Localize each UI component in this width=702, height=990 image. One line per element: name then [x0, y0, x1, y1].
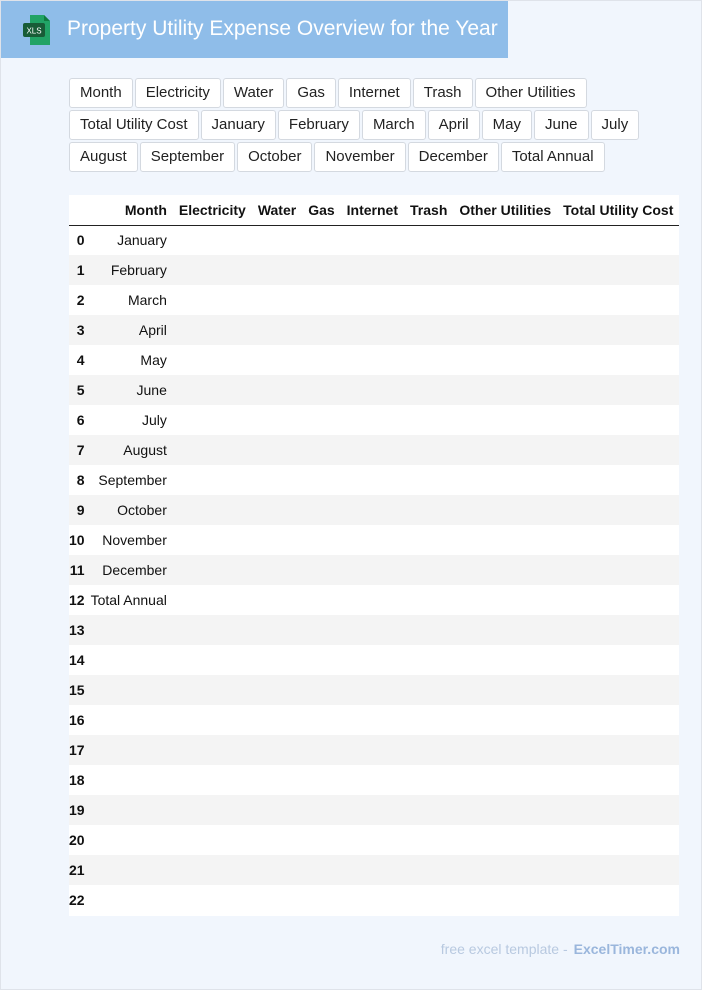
- data-cell: [173, 765, 252, 795]
- table-row: [69, 855, 679, 885]
- data-cell: [453, 405, 557, 435]
- table-row: [69, 435, 679, 465]
- table-header-row: [69, 195, 679, 225]
- data-cell: [252, 465, 302, 495]
- row-index: 16: [69, 712, 85, 728]
- chip-row: [69, 110, 689, 140]
- month-cell: [85, 855, 173, 885]
- data-cell: [341, 825, 404, 855]
- data-cell: [557, 225, 679, 255]
- data-cell: [453, 555, 557, 585]
- column-header: Gas: [302, 195, 340, 225]
- column-chip[interactable]: December: [408, 142, 499, 172]
- data-cell: [302, 735, 340, 765]
- data-cell: [404, 435, 453, 465]
- column-chip[interactable]: June: [534, 110, 589, 140]
- data-table-container: [69, 195, 679, 916]
- data-cell: [173, 435, 252, 465]
- data-cell: [341, 705, 404, 735]
- month-cell: September: [98, 472, 167, 488]
- chip-row: [69, 142, 689, 172]
- data-cell: [173, 495, 252, 525]
- table-row: [69, 735, 679, 765]
- data-cell: [302, 885, 340, 915]
- row-index: 19: [69, 795, 85, 825]
- table-row: [69, 375, 679, 405]
- month-cell: February: [85, 255, 173, 285]
- data-cell: [173, 225, 252, 255]
- data-cell: [173, 255, 252, 285]
- data-cell: [302, 675, 340, 705]
- data-cell: [453, 345, 557, 375]
- data-cell: [341, 585, 404, 615]
- data-cell: [557, 765, 679, 795]
- table-row: [69, 825, 679, 855]
- data-cell: [404, 705, 453, 735]
- data-cell: [404, 225, 453, 255]
- data-cell: [557, 885, 679, 915]
- column-chip[interactable]: Water: [223, 78, 284, 108]
- data-cell: [252, 345, 302, 375]
- data-cell: [252, 285, 302, 315]
- data-cell: [404, 375, 453, 405]
- data-cell: [173, 675, 252, 705]
- data-cell: [557, 525, 679, 555]
- data-cell: [453, 615, 557, 645]
- data-cell: [453, 705, 557, 735]
- data-cell: [341, 435, 404, 465]
- data-cell: [557, 615, 679, 645]
- data-cell: [453, 225, 557, 255]
- row-index: 18: [69, 772, 85, 788]
- table-row: [69, 675, 679, 705]
- data-cell: [173, 735, 252, 765]
- data-cell: [341, 855, 404, 885]
- row-index: 20: [69, 832, 85, 848]
- data-cell: [453, 825, 557, 855]
- column-chip[interactable]: September: [140, 142, 235, 172]
- data-cell: [302, 855, 340, 885]
- table-row: [69, 765, 679, 795]
- month-cell: November: [102, 532, 167, 548]
- data-cell: [302, 435, 340, 465]
- data-cell: [557, 825, 679, 855]
- data-cell: [453, 315, 557, 345]
- column-chip[interactable]: Month: [69, 78, 133, 108]
- data-cell: [252, 405, 302, 435]
- data-cell: [404, 285, 453, 315]
- data-cell: [341, 615, 404, 645]
- data-cell: [252, 255, 302, 285]
- data-cell: [453, 765, 557, 795]
- row-index: 0: [76, 232, 85, 249]
- data-cell: [404, 885, 453, 915]
- month-cell: [85, 615, 173, 645]
- month-cell: [85, 765, 173, 795]
- data-cell: [302, 585, 340, 615]
- data-cell: [557, 315, 679, 345]
- data-cell: [252, 615, 302, 645]
- table-row: [69, 705, 679, 735]
- data-cell: [341, 375, 404, 405]
- data-cell: [557, 705, 679, 735]
- data-cell: [453, 885, 557, 915]
- data-cell: [173, 345, 252, 375]
- row-index: 12: [69, 592, 85, 608]
- data-cell: [173, 885, 252, 915]
- data-cell: [404, 825, 453, 855]
- row-index: 10: [69, 532, 85, 548]
- table-row: [69, 585, 679, 615]
- xls-file-icon: [22, 14, 51, 46]
- table-row: [69, 405, 679, 435]
- data-cell: [557, 345, 679, 375]
- header-banner: [1, 1, 508, 58]
- data-cell: [404, 585, 453, 615]
- data-cell: [341, 495, 404, 525]
- data-cell: [173, 855, 252, 885]
- data-cell: [341, 645, 404, 675]
- column-header: Trash: [404, 195, 453, 225]
- data-cell: [557, 285, 679, 315]
- column-header: Electricity: [173, 195, 252, 225]
- data-cell: [252, 885, 302, 915]
- column-chip[interactable]: Internet: [338, 78, 411, 108]
- data-cell: [557, 465, 679, 495]
- data-cell: [302, 465, 340, 495]
- data-cell: [404, 645, 453, 675]
- month-cell: June: [85, 375, 173, 405]
- data-cell: [404, 405, 453, 435]
- data-cell: [173, 585, 252, 615]
- data-cell: [173, 795, 252, 825]
- data-cell: [252, 435, 302, 465]
- data-cell: [453, 795, 557, 825]
- data-cell: [341, 255, 404, 285]
- data-cell: [173, 825, 252, 855]
- data-cell: [252, 555, 302, 585]
- data-cell: [453, 675, 557, 705]
- data-cell: [453, 465, 557, 495]
- data-cell: [557, 375, 679, 405]
- data-cell: [404, 855, 453, 885]
- data-cell: [252, 495, 302, 525]
- table-row: [69, 645, 679, 675]
- data-cell: [557, 255, 679, 285]
- column-chip[interactable]: April: [428, 110, 480, 140]
- data-cell: [453, 585, 557, 615]
- data-cell: [404, 315, 453, 345]
- data-cell: [173, 705, 252, 735]
- data-cell: [341, 765, 404, 795]
- data-cell: [302, 375, 340, 405]
- data-cell: [404, 735, 453, 765]
- column-header: Other Utilities: [453, 195, 557, 225]
- data-cell: [302, 495, 340, 525]
- month-cell: [85, 825, 173, 855]
- column-header: Water: [252, 195, 302, 225]
- data-cell: [341, 225, 404, 255]
- data-cell: [302, 345, 340, 375]
- row-index: 3: [69, 315, 85, 345]
- month-cell: May: [140, 352, 167, 368]
- data-cell: [341, 555, 404, 585]
- data-table: [69, 195, 679, 915]
- table-row: [69, 555, 679, 585]
- data-cell: [252, 315, 302, 345]
- data-cell: [252, 705, 302, 735]
- data-cell: [557, 645, 679, 675]
- row-index: 8: [76, 472, 85, 488]
- column-chip[interactable]: Total Annual: [501, 142, 605, 172]
- data-cell: [453, 255, 557, 285]
- data-cell: [173, 405, 252, 435]
- data-cell: [341, 465, 404, 495]
- data-cell: [404, 495, 453, 525]
- data-cell: [173, 285, 252, 315]
- data-cell: [302, 525, 340, 555]
- data-cell: [557, 855, 679, 885]
- data-cell: [302, 315, 340, 345]
- column-header: Month: [85, 195, 173, 225]
- data-cell: [404, 795, 453, 825]
- data-cell: [302, 405, 340, 435]
- data-cell: [453, 285, 557, 315]
- data-cell: [404, 465, 453, 495]
- data-cell: [557, 675, 679, 705]
- data-cell: [252, 225, 302, 255]
- column-chip[interactable]: March: [362, 110, 426, 140]
- data-cell: [341, 315, 404, 345]
- data-cell: [302, 795, 340, 825]
- data-cell: [453, 645, 557, 675]
- table-row: [69, 615, 679, 645]
- data-cell: [341, 525, 404, 555]
- data-cell: [404, 255, 453, 285]
- data-cell: [252, 795, 302, 825]
- column-chip[interactable]: May: [482, 110, 532, 140]
- month-cell: April: [85, 315, 173, 345]
- month-cell: July: [141, 412, 167, 428]
- data-cell: [341, 675, 404, 705]
- data-cell: [453, 855, 557, 885]
- data-cell: [453, 735, 557, 765]
- table-row: [69, 225, 679, 255]
- column-chip[interactable]: Total Utility Cost: [69, 110, 199, 140]
- table-row: [69, 525, 679, 555]
- month-cell: [85, 705, 173, 735]
- table-row: [69, 885, 679, 915]
- column-chip[interactable]: Other Utilities: [475, 78, 587, 108]
- data-cell: [557, 555, 679, 585]
- data-cell: [173, 315, 252, 345]
- data-cell: [302, 705, 340, 735]
- data-cell: [252, 825, 302, 855]
- table-row: [69, 495, 679, 525]
- footer-brand-link[interactable]: ExcelTimer.com: [573, 941, 680, 957]
- data-cell: [302, 615, 340, 645]
- data-cell: [173, 525, 252, 555]
- data-cell: [341, 885, 404, 915]
- column-chip[interactable]: July: [591, 110, 640, 140]
- data-cell: [302, 285, 340, 315]
- data-cell: [302, 255, 340, 285]
- data-cell: [404, 525, 453, 555]
- row-index: 5: [69, 375, 85, 405]
- row-index: 15: [69, 675, 85, 705]
- row-index: 6: [76, 412, 85, 428]
- month-cell: [85, 735, 173, 765]
- table-row: [69, 465, 679, 495]
- row-index: 21: [69, 855, 85, 885]
- month-cell: [85, 885, 173, 915]
- data-cell: [341, 345, 404, 375]
- data-cell: [453, 435, 557, 465]
- column-chip-list: [69, 78, 689, 174]
- row-index: 11: [69, 555, 85, 585]
- data-cell: [252, 855, 302, 885]
- data-cell: [252, 675, 302, 705]
- column-chip[interactable]: Trash: [413, 78, 473, 108]
- column-chip[interactable]: January: [201, 110, 276, 140]
- data-cell: [557, 735, 679, 765]
- month-cell: [85, 795, 173, 825]
- column-chip[interactable]: Gas: [286, 78, 336, 108]
- data-cell: [252, 735, 302, 765]
- chip-row: [69, 78, 689, 108]
- data-cell: [252, 525, 302, 555]
- month-cell: October: [85, 495, 173, 525]
- page-title: Property Utility Expense Overview for the Year: [67, 17, 498, 40]
- data-cell: [252, 765, 302, 795]
- data-cell: [557, 795, 679, 825]
- month-cell: March: [127, 292, 167, 308]
- data-cell: [302, 645, 340, 675]
- footer-text: free excel template -: [440, 941, 568, 957]
- data-cell: [302, 825, 340, 855]
- data-cell: [341, 735, 404, 765]
- month-cell: August: [85, 435, 173, 465]
- data-cell: [404, 615, 453, 645]
- data-cell: [302, 225, 340, 255]
- row-index: 2: [76, 292, 85, 308]
- table-row: [69, 285, 679, 315]
- column-header: Total Utility Cost: [557, 195, 679, 225]
- data-cell: [341, 285, 404, 315]
- data-cell: [453, 375, 557, 405]
- month-cell: Total Annual: [90, 592, 167, 608]
- data-cell: [173, 645, 252, 675]
- data-cell: [404, 765, 453, 795]
- table-row: [69, 315, 679, 345]
- data-cell: [173, 375, 252, 405]
- month-cell: December: [85, 555, 173, 585]
- data-cell: [557, 585, 679, 615]
- month-cell: January: [117, 232, 167, 249]
- column-chip[interactable]: February: [278, 110, 360, 140]
- month-cell: [85, 645, 173, 675]
- xls-icon-label: XLS: [26, 26, 42, 36]
- data-cell: [173, 465, 252, 495]
- row-index: 7: [69, 435, 85, 465]
- data-cell: [173, 615, 252, 645]
- data-cell: [453, 495, 557, 525]
- column-chip[interactable]: October: [237, 142, 312, 172]
- index-header: [69, 195, 85, 225]
- data-cell: [453, 525, 557, 555]
- footer: [441, 941, 680, 957]
- table-row: [69, 795, 679, 825]
- data-cell: [252, 645, 302, 675]
- data-cell: [302, 765, 340, 795]
- data-cell: [341, 405, 404, 435]
- month-cell: [85, 675, 173, 705]
- data-cell: [252, 375, 302, 405]
- column-header: Internet: [341, 195, 404, 225]
- data-cell: [557, 495, 679, 525]
- table-row: [69, 345, 679, 375]
- column-chip[interactable]: Electricity: [135, 78, 221, 108]
- row-index: 22: [69, 892, 85, 908]
- row-index: 1: [69, 255, 85, 285]
- column-chip[interactable]: November: [314, 142, 405, 172]
- row-index: 13: [69, 615, 85, 645]
- data-cell: [252, 585, 302, 615]
- row-index: 9: [69, 495, 85, 525]
- table-row: [69, 255, 679, 285]
- row-index: 17: [69, 735, 85, 765]
- data-cell: [404, 555, 453, 585]
- data-cell: [173, 555, 252, 585]
- column-chip[interactable]: August: [69, 142, 138, 172]
- data-cell: [341, 795, 404, 825]
- data-cell: [404, 345, 453, 375]
- data-cell: [404, 675, 453, 705]
- row-index: 14: [69, 652, 85, 668]
- data-cell: [557, 405, 679, 435]
- data-cell: [557, 435, 679, 465]
- row-index: 4: [76, 352, 85, 368]
- data-cell: [302, 555, 340, 585]
